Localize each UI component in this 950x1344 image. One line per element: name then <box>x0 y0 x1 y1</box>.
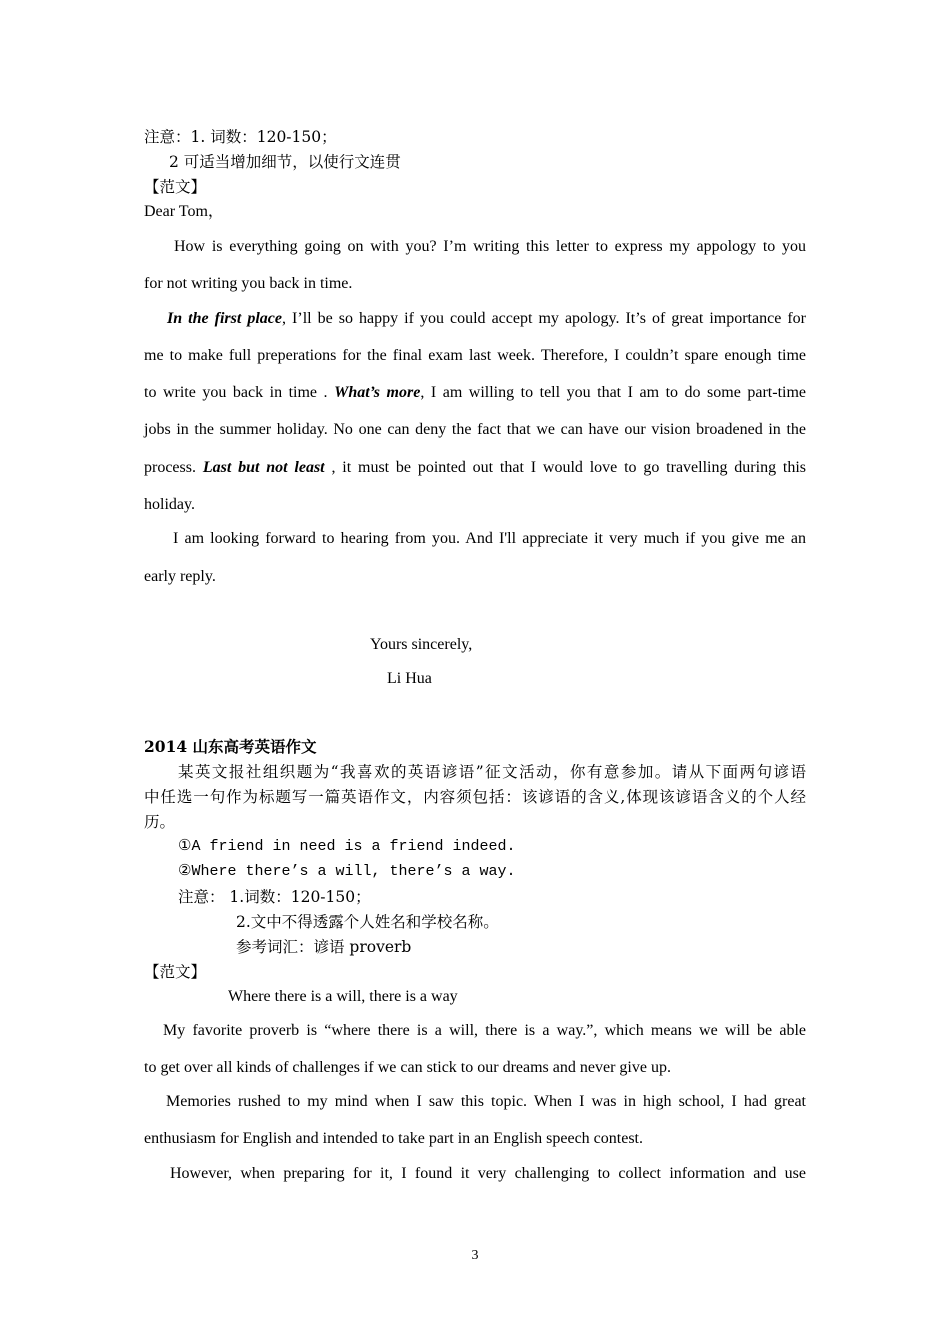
letter-p2-line4: jobs in the summer holiday. No one can deny the fact that we can have our vision broadened in the <box>144 421 806 438</box>
letter-greeting: Dear Tom， <box>144 203 224 220</box>
sample-label: 【范文】 <box>144 178 207 196</box>
prompt-line1: 某英文报社组织题为“我喜欢的英语谚语”征文活动，你有意参加。请从下面两句谚语 <box>178 763 806 781</box>
transition-phrase: In the first place <box>167 310 282 327</box>
transition-phrase: What’s more <box>334 384 421 401</box>
essay-p3-line1: However, when preparing for it, I found it very challenging to collect information and use <box>170 1165 806 1182</box>
letter-closing: Yours sincerely, <box>370 636 473 653</box>
prompt-line3: 历。 <box>144 813 176 831</box>
note-word-count: 注意： 1.词数：120-150； <box>178 888 371 906</box>
note-vocabulary: 参考词汇：谚语 proverb <box>236 938 412 956</box>
essay-p1-line2: to get over all kinds of challenges if we can stick to our dreams and never give up. <box>144 1059 671 1076</box>
transition-phrase: Last but not least <box>202 459 325 476</box>
section-heading: 2014 山东高考英语作文 <box>144 737 317 756</box>
proverb-option-1: ①A friend in need is a friend indeed. <box>178 838 516 855</box>
page-number: 3 <box>471 1248 479 1263</box>
letter-p3-line2: early reply. <box>144 568 216 585</box>
letter-p2-line6: holiday. <box>144 496 195 513</box>
note-details: 2 可适当增加细节，以使行文连贯 <box>169 153 401 171</box>
essay-p1-line1: My favorite proverb is “where there is a will, there is a way.”, which means we will be able <box>163 1022 806 1039</box>
note-word-count: 注意：1. 词数：120-150； <box>144 128 337 146</box>
letter-signature: Li Hua <box>387 670 432 687</box>
letter-p3-line1: I am looking forward to hearing from you. And I'll appreciate it very much if you give me an <box>173 530 806 547</box>
letter-p1-line2: for not writing you back in time. <box>144 275 353 292</box>
letter-p2-line3: to write you back in time . What’s more, I am willing to tell you that I am to do some part-time <box>144 384 807 401</box>
letter-p2-line2: me to make full preperations for the final exam last week. Therefore, I couldn’t spare enough time <box>144 347 806 364</box>
letter-p1-line1: How is everything going on with you? I’m writing this letter to express my appology to you <box>174 238 806 255</box>
proverb-option-2: ②Where there’s a will, there’s a way. <box>178 863 516 880</box>
prompt-line2: 中任选一句作为标题写一篇英语作文，内容须包括：该谚语的含义,体现该谚语含义的个人经 <box>144 788 806 806</box>
note-no-names: 2.文中不得透露个人姓名和学校名称。 <box>236 913 499 931</box>
letter-p2-line1: In the first place, I’ll be so happy if you could accept my apology. It’s of great importance for <box>167 310 806 327</box>
essay-p2-line2: enthusiasm for English and intended to take part in an English speech contest. <box>144 1130 643 1147</box>
essay-title: Where there is a will, there is a way <box>228 988 458 1005</box>
letter-p2-line5: process. Last but not least , it must be pointed out that I would love to go travelling during this <box>144 459 807 476</box>
essay-p2-line1: Memories rushed to my mind when I saw this topic. When I was in high school, I had great <box>166 1093 806 1110</box>
sample-label: 【范文】 <box>144 963 207 981</box>
